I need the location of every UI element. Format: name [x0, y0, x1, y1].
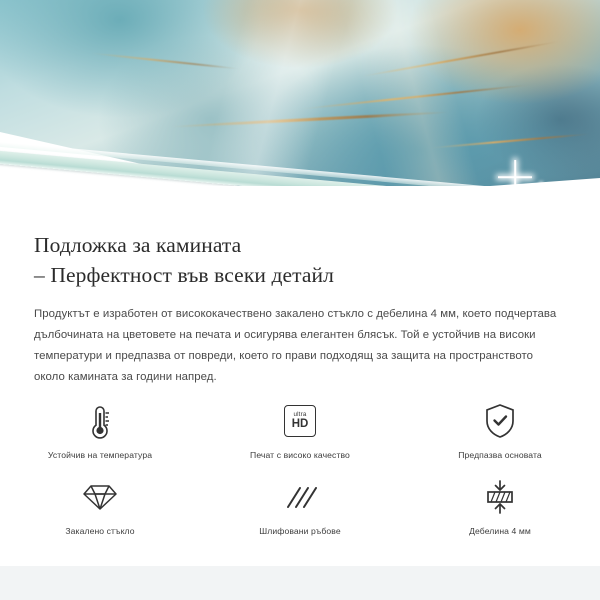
feature-item-temperature: [0, 398, 200, 460]
gold-vein-icon: [90, 52, 239, 70]
hero-bottom-fade: [0, 186, 600, 222]
feature-item-thickness: [400, 474, 600, 536]
shield-check-icon: [483, 398, 517, 444]
headline-line-2: – Перфектност във всеки детайл: [34, 263, 334, 287]
feature-label: Предпазва основата: [458, 450, 542, 460]
feature-item-tempered-glass: [0, 474, 200, 536]
page-title: [0, 222, 600, 290]
headline-line-1: Подложка за камината: [34, 233, 242, 257]
ultra-hd-badge-top: ultra: [293, 410, 307, 418]
thermometer-icon: [85, 398, 115, 444]
thickness-arrows-icon: [482, 474, 518, 520]
feature-grid: [0, 398, 600, 536]
polished-edges-icon: [283, 474, 317, 520]
gold-vein-icon: [170, 111, 450, 129]
feature-label: Шлифовани ръбове: [259, 526, 341, 536]
feature-label: Закалено стъкло: [65, 526, 135, 536]
feature-label: Устойчив на температура: [47, 450, 153, 460]
description-paragraph: Продуктът е изработен от висококачествено закалено стъкло с дебелина 4 мм, което подчертава дълбочината на цветовете на печата и осигурява елегантен блясък. Той е устойчив на високи температури и предпазва от повреди, което го прави подходящ за защита на пространството около камината за години напред.: [34, 308, 557, 383]
gold-vein-icon: [430, 133, 590, 149]
gold-vein-icon: [361, 41, 558, 78]
gold-vein-icon: [301, 84, 530, 110]
hero-image: [0, 0, 600, 222]
feature-item-protects-surface: [400, 398, 600, 460]
diamond-icon: [82, 474, 118, 520]
feature-item-polished-edges: [200, 474, 400, 536]
feature-label: Печат с високо качество: [250, 450, 350, 460]
feature-item-print-quality: [200, 398, 400, 460]
ultra-hd-icon: [284, 398, 316, 444]
ultra-hd-badge-bottom: HD: [291, 417, 309, 430]
text-content: [0, 222, 600, 388]
feature-label: Дебелина 4 мм: [469, 526, 531, 536]
footer-bar: [0, 566, 600, 600]
